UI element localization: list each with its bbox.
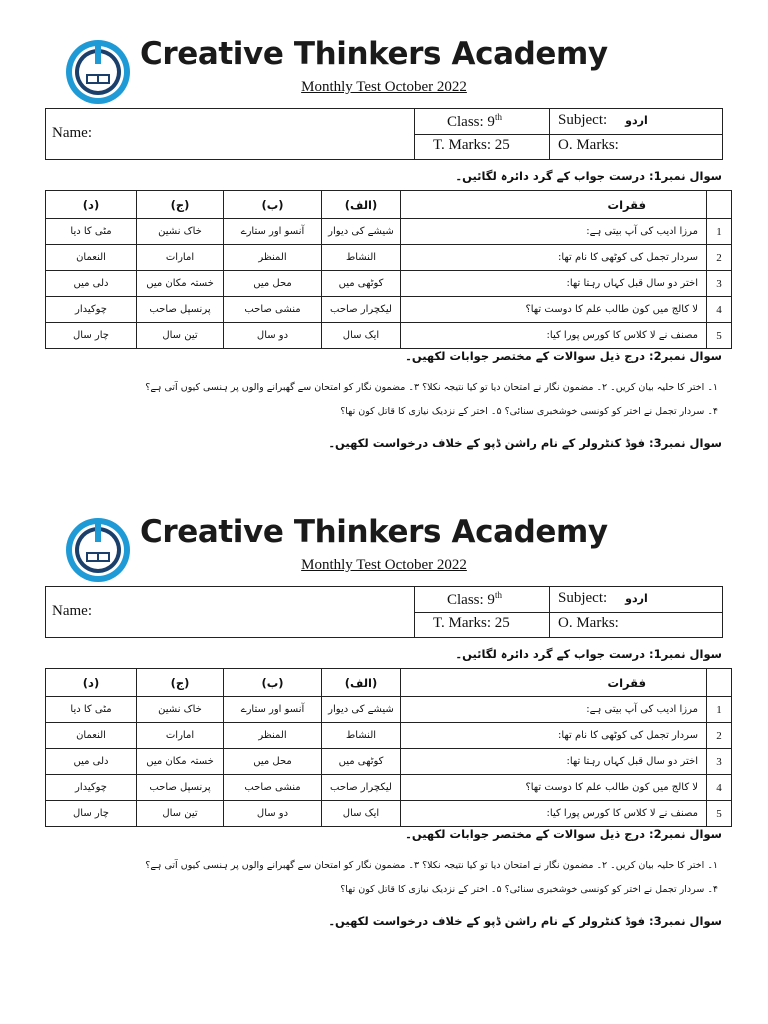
option-d[interactable]: چار سال — [46, 323, 137, 349]
column-header-statements: فقرات — [401, 669, 707, 697]
option-b[interactable]: دو سال — [224, 323, 322, 349]
option-c[interactable]: خاک نشین — [137, 219, 224, 245]
short-questions-line-2: ۴۔ سردار تجمل نے اختر کو کونسی خوشخبری سنائی؟ ۵۔ اختر کے نزدیک نیازی کا قاتل کون تھا؟ — [340, 406, 718, 417]
option-b[interactable]: المنظر — [224, 723, 322, 749]
option-c[interactable]: تین سال — [137, 801, 224, 827]
row-number: 5 — [707, 801, 732, 827]
statement: اختر دو سال قبل کہاں رہتا تھا: — [401, 749, 707, 775]
question-1-heading: سوال نمبر1: درست جواب کے گرد دائرہ لگائیں۔ — [455, 647, 722, 661]
short-questions-line-2: ۴۔ سردار تجمل نے اختر کو کونسی خوشخبری سنائی؟ ۵۔ اختر کے نزدیک نیازی کا قاتل کون تھا؟ — [340, 884, 718, 895]
table-row — [46, 749, 732, 775]
option-c[interactable]: پرنسپل صاحب — [137, 775, 224, 801]
subject-field: Subject: اردو — [550, 587, 722, 613]
option-c[interactable]: امارات — [137, 245, 224, 271]
academy-name: Creative Thinkers Academy — [140, 36, 608, 72]
option-d[interactable]: النعمان — [46, 245, 137, 271]
option-d[interactable]: دلی میں — [46, 749, 137, 775]
column-header-b: (ب) — [224, 669, 322, 697]
statement: سردار تجمل کی کوٹھی کا نام تھا: — [401, 723, 707, 749]
statement: سردار تجمل کی کوٹھی کا نام تھا: — [401, 245, 707, 271]
total-marks-field: T. Marks: 25 — [415, 613, 550, 637]
option-d[interactable]: مٹی کا دیا — [46, 697, 137, 723]
short-questions-line-1: ۱۔ اختر کا حلیہ بیان کریں۔ ۲۔ مضمون نگار نے امتحان دیا تو کیا نتیجہ نکلا؟ ۳۔ مضمون نگار کو امتحان سے گھبرانے والوں پر ہنسی کیوں آتی ہے؟ — [145, 382, 718, 393]
option-c[interactable]: خاک نشین — [137, 697, 224, 723]
row-number: 4 — [707, 297, 732, 323]
option-c[interactable]: پرنسپل صاحب — [137, 297, 224, 323]
option-c[interactable]: خستہ مکان میں — [137, 749, 224, 775]
row-number: 3 — [707, 749, 732, 775]
mcq-table — [45, 190, 732, 349]
row-number: 2 — [707, 245, 732, 271]
table-header-row — [46, 191, 732, 219]
column-header-b: (ب) — [224, 191, 322, 219]
option-d[interactable]: چار سال — [46, 801, 137, 827]
question-2-heading: سوال نمبر2: درج ذیل سوالات کے مختصر جوابات لکھیں۔ — [405, 827, 722, 841]
test-title: Monthly Test October 2022 — [301, 79, 467, 95]
subject-field: Subject: اردو — [550, 109, 722, 135]
table-row — [46, 323, 732, 349]
column-header-a: (الف) — [322, 191, 401, 219]
option-a[interactable]: لیکچرار صاحب — [322, 775, 401, 801]
table-row — [46, 801, 732, 827]
question-3-heading: سوال نمبر3: فوڈ کنٹرولر کے نام راشن ڈپو کے خلاف درخواست لکھیں۔ — [328, 914, 722, 928]
option-a[interactable]: کوٹھی میں — [322, 271, 401, 297]
option-d[interactable]: دلی میں — [46, 271, 137, 297]
row-number: 4 — [707, 775, 732, 801]
option-a[interactable]: لیکچرار صاحب — [322, 297, 401, 323]
obtained-marks-field[interactable]: O. Marks: — [558, 615, 619, 631]
row-number: 5 — [707, 323, 732, 349]
student-info-box — [45, 108, 723, 160]
statement: مرزا ادیب کی آپ بیتی ہے: — [401, 219, 707, 245]
column-header-d: (د) — [46, 669, 137, 697]
statement: مصنف نے لا کلاس کا کورس پورا کیا: — [401, 323, 707, 349]
option-a[interactable]: شیشے کی دیوار — [322, 697, 401, 723]
question-3-heading: سوال نمبر3: فوڈ کنٹرولر کے نام راشن ڈپو کے خلاف درخواست لکھیں۔ — [328, 436, 722, 450]
option-b[interactable]: محل میں — [224, 749, 322, 775]
option-b[interactable]: منشی صاحب — [224, 297, 322, 323]
option-a[interactable]: ایک سال — [322, 801, 401, 827]
table-row — [46, 697, 732, 723]
statement: مرزا ادیب کی آپ بیتی ہے: — [401, 697, 707, 723]
option-b[interactable]: منشی صاحب — [224, 775, 322, 801]
statement: لا کالج میں کون طالب علم کا دوست تھا؟ — [401, 297, 707, 323]
obtained-marks-field[interactable]: O. Marks: — [558, 137, 619, 153]
test-sheet-2 — [0, 510, 768, 980]
option-c[interactable]: خستہ مکان میں — [137, 271, 224, 297]
table-row — [46, 219, 732, 245]
option-b[interactable]: المنظر — [224, 245, 322, 271]
row-number: 1 — [707, 219, 732, 245]
option-d[interactable]: چوکیدار — [46, 297, 137, 323]
option-b[interactable]: دو سال — [224, 801, 322, 827]
option-b[interactable]: آنسو اور ستارے — [224, 697, 322, 723]
table-row — [46, 271, 732, 297]
row-number: 3 — [707, 271, 732, 297]
option-d[interactable]: النعمان — [46, 723, 137, 749]
row-number: 1 — [707, 697, 732, 723]
column-header-c: (ج) — [137, 191, 224, 219]
class-field: Class: 9th — [415, 109, 550, 135]
column-header-number — [707, 191, 732, 219]
statement: لا کالج میں کون طالب علم کا دوست تھا؟ — [401, 775, 707, 801]
column-header-d: (د) — [46, 191, 137, 219]
option-b[interactable]: محل میں — [224, 271, 322, 297]
option-d[interactable]: مٹی کا دیا — [46, 219, 137, 245]
student-info-box — [45, 586, 723, 638]
question-1-heading: سوال نمبر1: درست جواب کے گرد دائرہ لگائیں۔ — [455, 169, 722, 183]
question-2-heading: سوال نمبر2: درج ذیل سوالات کے مختصر جوابات لکھیں۔ — [405, 349, 722, 363]
name-field[interactable]: Name: — [46, 109, 415, 159]
column-header-statements: فقرات — [401, 191, 707, 219]
table-header-row — [46, 669, 732, 697]
statement: اختر دو سال قبل کہاں رہتا تھا: — [401, 271, 707, 297]
column-header-c: (ج) — [137, 669, 224, 697]
row-number: 2 — [707, 723, 732, 749]
option-a[interactable]: ایک سال — [322, 323, 401, 349]
table-row — [46, 297, 732, 323]
option-a[interactable]: کوٹھی میں — [322, 749, 401, 775]
option-a[interactable]: شیشے کی دیوار — [322, 219, 401, 245]
test-sheet-1 — [0, 32, 768, 502]
total-marks-field: T. Marks: 25 — [415, 135, 550, 159]
short-questions-line-1: ۱۔ اختر کا حلیہ بیان کریں۔ ۲۔ مضمون نگار نے امتحان دیا تو کیا نتیجہ نکلا؟ ۳۔ مضمون نگار کو امتحان سے گھبرانے والوں پر ہنسی کیوں آتی ہے؟ — [145, 860, 718, 871]
option-d[interactable]: چوکیدار — [46, 775, 137, 801]
statement: مصنف نے لا کلاس کا کورس پورا کیا: — [401, 801, 707, 827]
table-row — [46, 245, 732, 271]
option-c[interactable]: امارات — [137, 723, 224, 749]
option-a[interactable]: النشاط — [322, 245, 401, 271]
option-b[interactable]: آنسو اور ستارے — [224, 219, 322, 245]
class-field: Class: 9th — [415, 587, 550, 613]
option-a[interactable]: النشاط — [322, 723, 401, 749]
option-c[interactable]: تین سال — [137, 323, 224, 349]
column-header-a: (الف) — [322, 669, 401, 697]
mcq-table — [45, 668, 732, 827]
test-title: Monthly Test October 2022 — [301, 557, 467, 573]
academy-name: Creative Thinkers Academy — [140, 514, 608, 550]
table-row — [46, 775, 732, 801]
column-header-number — [707, 669, 732, 697]
table-row — [46, 723, 732, 749]
name-field[interactable]: Name: — [46, 587, 415, 637]
